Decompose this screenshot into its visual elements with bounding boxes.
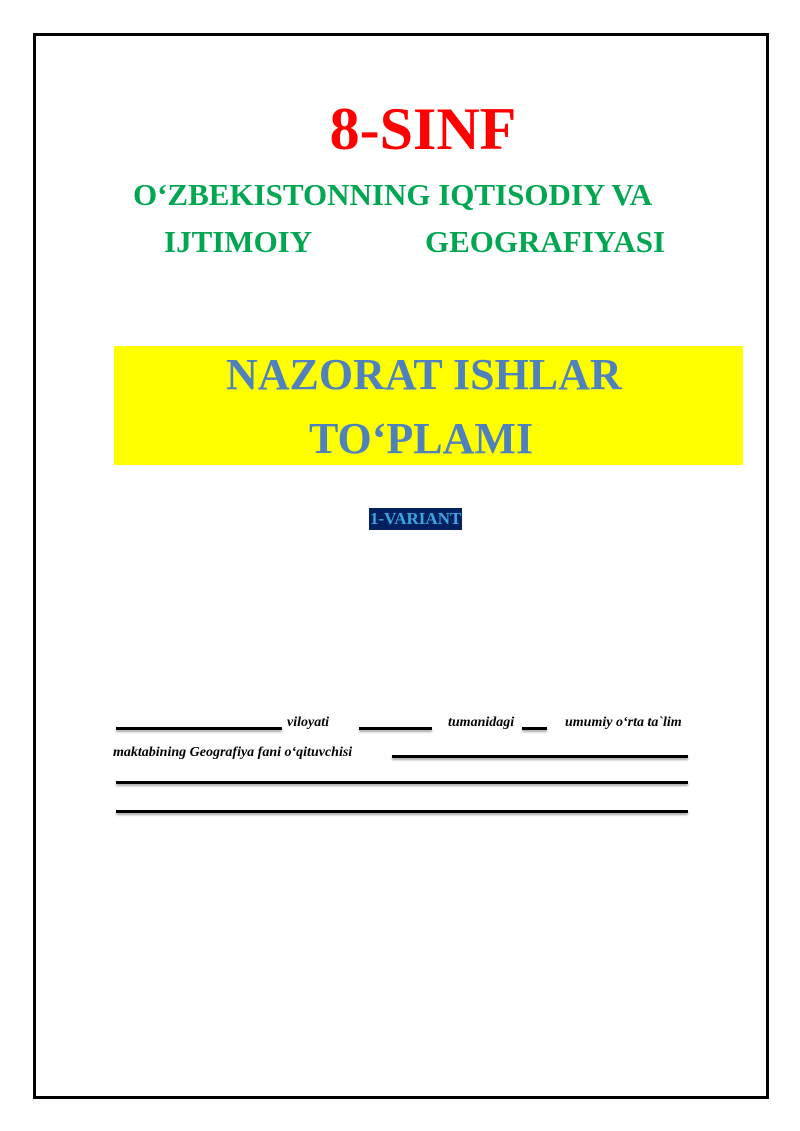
district-label: tumanidagi — [448, 715, 515, 730]
subject-title-line-2b: GEOGRAFIYASI — [425, 224, 666, 259]
variant-badge: 1-VARIANT — [370, 509, 462, 528]
collection-title-line-2: TO‘PLAMI — [309, 414, 534, 463]
teacher-label: maktabining Geografiya fani o‘qituvchisi — [113, 745, 353, 760]
grade-title: 8-SINF — [329, 96, 517, 162]
district-blank — [359, 727, 432, 730]
subject-title-line-2a: IJTIMOIY — [164, 224, 313, 259]
collection-title-line-1: NAZORAT ISHLAR — [226, 350, 622, 399]
region-blank — [116, 727, 282, 730]
district-suffix-blank — [522, 727, 547, 730]
school-label: umumiy o‘rta ta`lim — [565, 715, 682, 730]
region-label: viloyati — [287, 715, 329, 730]
extra-blank-line-2 — [116, 810, 688, 813]
extra-blank-line-1 — [116, 781, 688, 784]
teacher-name-blank — [392, 755, 688, 758]
subject-title-line-1: O‘ZBEKISTONNING IQTISODIY VA — [133, 177, 653, 212]
